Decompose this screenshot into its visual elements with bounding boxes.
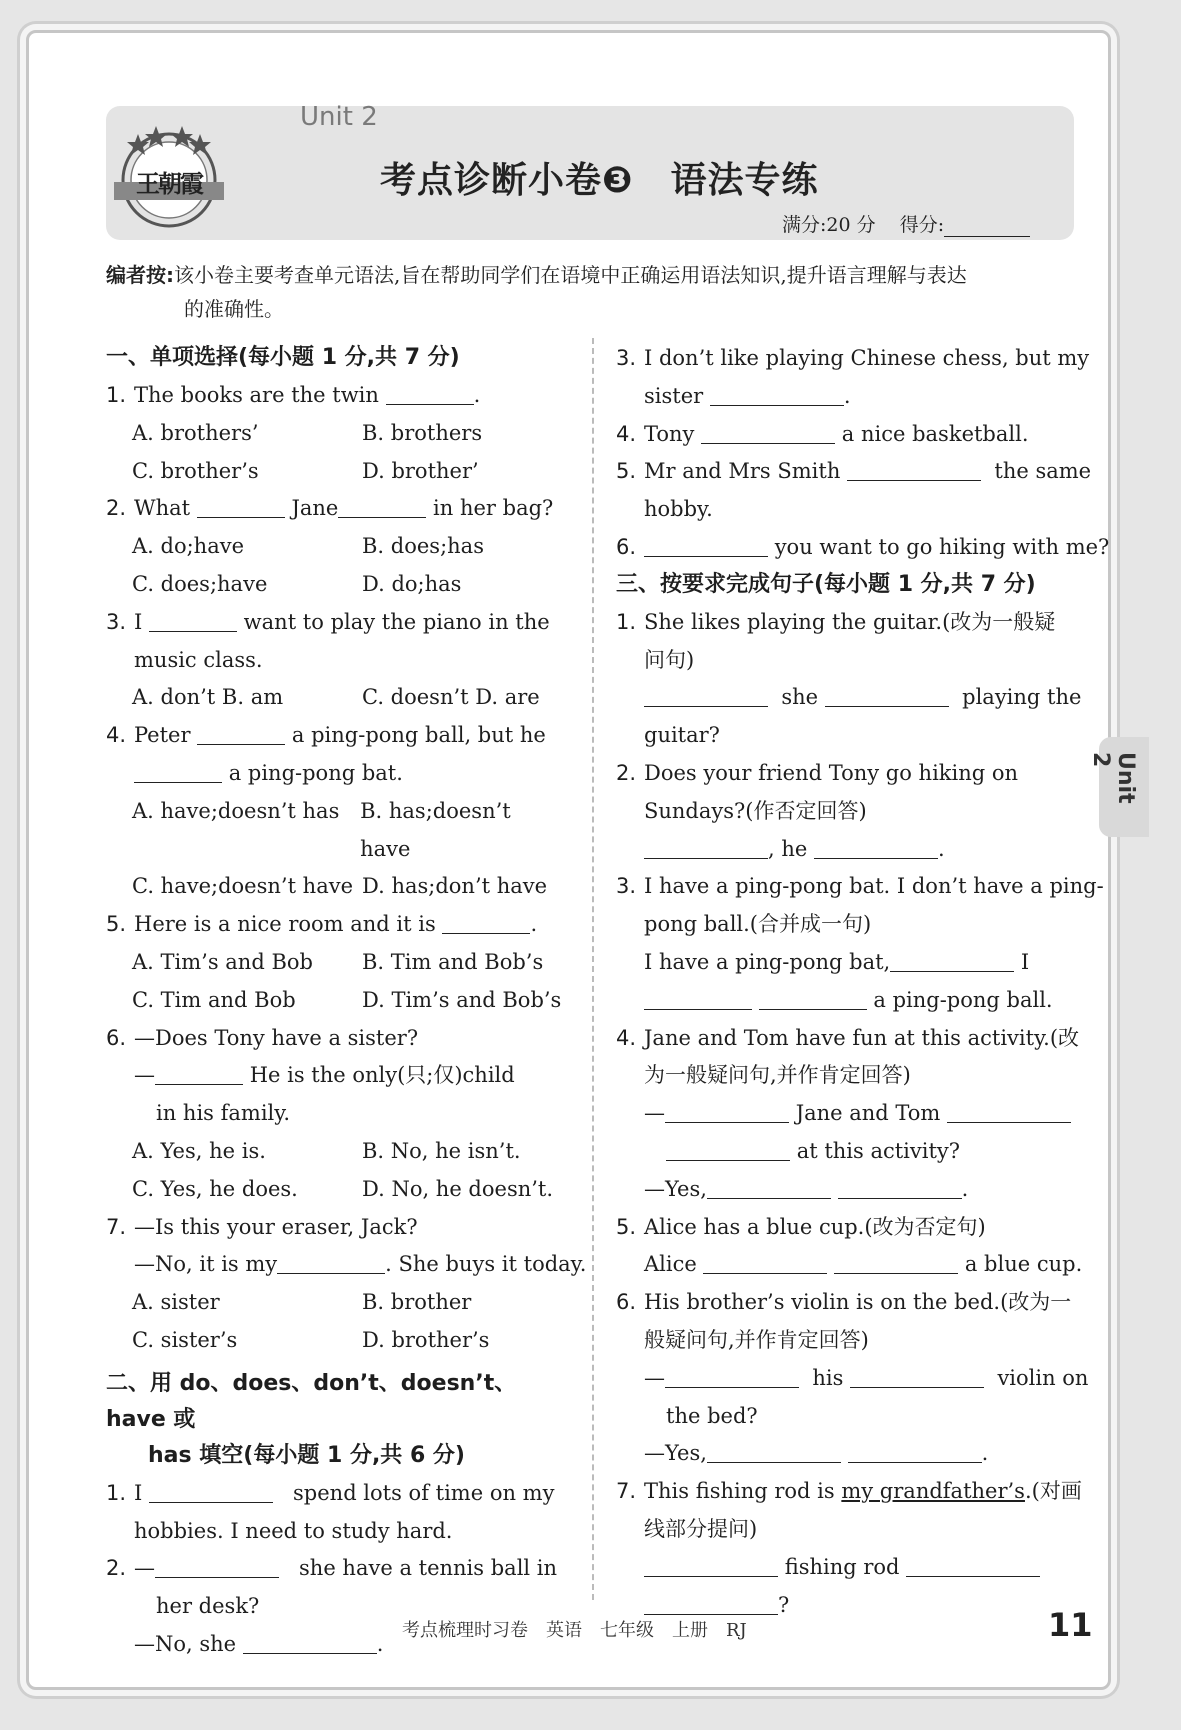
s1-q2: 2. What Jane in her bag? (106, 496, 554, 521)
answer-blank[interactable] (134, 763, 222, 783)
s2-q5: 5. Mr and Mrs Smith the same (616, 459, 1092, 484)
footer-text: 考点梳理时习卷 英语 七年级 上册 RJ (402, 1620, 747, 1641)
s3-q5-answer: Alice a blue cup. (644, 1252, 1083, 1277)
right-column (616, 340, 1110, 1624)
s3-q1-cont: 问句) (644, 647, 695, 672)
s1-q6-options: C. Yes, he does. D. No, he doesn’t. (132, 1176, 554, 1201)
s1-q5: 5. Here is a nice room and it is . (106, 912, 538, 937)
answer-blank[interactable] (825, 687, 949, 707)
answer-blank[interactable] (149, 612, 237, 632)
s1-q6: 6. —Does Tony have a sister? (106, 1025, 419, 1050)
section1-title: 一、单项选择(每小题 1 分,共 7 分) (106, 345, 460, 370)
section2-title: 二、用 do、does、don’t、doesn’t、have 或 has 填空(每小题 1 分,共 6 分) (106, 1370, 517, 1468)
s3-q4-answer2: at this activity? (616, 1133, 1076, 1171)
s3-q2: 2. Does your friend Tony go hiking on (616, 760, 1019, 785)
answer-blank[interactable] (906, 1557, 1040, 1577)
answer-blank[interactable] (707, 1179, 831, 1199)
s3-q3-answer: I have a ping-pong bat, I (644, 949, 1030, 974)
answer-blank[interactable] (665, 1368, 799, 1388)
side-unit-tab-label: Unit 2 (1088, 752, 1138, 804)
editor-note-line1: 该小卷主要考查单元语法,旨在帮助同学们在语境中正确运用语法知识,提升语言理解与表达 (174, 263, 967, 287)
s1-q2-options: A. do;have B. does;has (132, 534, 484, 559)
s1-q4-options: C. have;doesn’t have D. has;don’t have (132, 874, 548, 899)
s1-q6-cont2: in his family. (156, 1101, 290, 1126)
s3-q4-cont: 为一般疑问句,并作肯定回答) (644, 1063, 911, 1088)
s1-q7-options: C. sister’s D. brother’s (132, 1327, 490, 1352)
answer-blank[interactable] (644, 1557, 778, 1577)
s2-q1: 1. I spend lots of time on my (106, 1480, 555, 1505)
s3-q3-cont: pong ball.(合并成一句) (644, 912, 872, 937)
s1-q3: 3. I want to play the piano in the (106, 609, 550, 634)
s1-q1: 1. The books are the twin . (106, 383, 481, 407)
answer-blank[interactable] (197, 498, 285, 518)
score-label: 得分: (899, 214, 945, 236)
s1-q5-options: A. Tim’s and Bob B. Tim and Bob’s (132, 949, 544, 974)
answer-blank[interactable] (834, 1254, 958, 1274)
answer-blank[interactable] (644, 839, 768, 859)
s3-q6-cont2: the bed? (666, 1403, 758, 1428)
s3-q1-answer: she playing the (616, 679, 1076, 717)
answer-blank[interactable] (386, 385, 474, 405)
s1-q6-options: A. Yes, he is. B. No, he isn’t. (132, 1138, 521, 1163)
s3-q3-answer2: a ping-pong ball. (616, 982, 1076, 1020)
answer-blank[interactable] (644, 1595, 778, 1615)
s1-q7-cont: —No, it is my . She buys it today. (134, 1252, 587, 1277)
s1-q6-cont: — He is the only(只;仅)child (134, 1063, 515, 1088)
s3-q6-answer: — his violin on (644, 1365, 1089, 1390)
answer-blank[interactable] (155, 1558, 279, 1578)
answer-blank[interactable] (644, 537, 768, 557)
answer-blank[interactable] (838, 1179, 962, 1199)
answer-blank[interactable] (947, 1103, 1071, 1123)
score-blank[interactable] (944, 219, 1030, 237)
answer-blank[interactable] (847, 461, 981, 481)
s1-q4: 4. Peter a ping-pong ball, but he (106, 723, 546, 748)
page-number: 11 (1048, 1606, 1093, 1644)
s2-q1-cont: hobbies. I need to study hard. (134, 1518, 453, 1543)
s3-q6: 6. His brother’s violin is on the bed.(改为一 (616, 1290, 1072, 1315)
answer-blank[interactable] (848, 1443, 982, 1463)
s3-q7-answer2: ? (616, 1587, 1076, 1625)
s1-q2-options: C. does;have D. do;has (132, 571, 462, 596)
s2-q2-cont: her desk? (156, 1594, 260, 1619)
editor-note (106, 258, 1074, 326)
s2-q2: 2. — she have a tennis ball in (106, 1556, 558, 1581)
s1-q7-options: A. sister B. brother (132, 1290, 472, 1315)
s3-q7-cont: 线部分提问) (644, 1516, 758, 1541)
column-divider (592, 338, 594, 1600)
answer-blank[interactable] (850, 1368, 984, 1388)
s3-q5: 5. Alice has a blue cup.(改为否定句) (616, 1214, 986, 1239)
s1-q5-options: C. Tim and Bob D. Tim’s and Bob’s (132, 987, 562, 1012)
logo-text: 王朝霞 (136, 169, 202, 198)
answer-blank[interactable] (703, 1254, 827, 1274)
s2-q2-cont2: —No, she . (134, 1631, 384, 1656)
answer-blank[interactable] (707, 1443, 841, 1463)
answer-blank[interactable] (277, 1254, 385, 1274)
answer-blank[interactable] (644, 990, 752, 1010)
unit-label: Unit 2 (300, 102, 378, 132)
s1-q1-options: A. brothers’ B. brothers (132, 420, 483, 445)
score-line (782, 210, 1030, 237)
s1-q4-options: A. have;doesn’t has B. has;doesn’t have (132, 798, 511, 861)
s2-q5-cont: hobby. (644, 497, 713, 522)
answer-blank[interactable] (710, 386, 844, 406)
answer-blank[interactable] (644, 687, 768, 707)
s3-q1: 1. She likes playing the guitar.(改为一般疑 (616, 609, 1056, 634)
answer-blank[interactable] (243, 1634, 377, 1654)
s1-q3-cont: music class. (134, 647, 263, 672)
full-score: 满分:20 分 (782, 214, 876, 236)
s3-q4: 4. Jane and Tom have fun at this activity.(改 (616, 1025, 1080, 1050)
s3-q2-cont: Sundays?(作否定回答) (644, 798, 867, 823)
answer-blank[interactable] (759, 990, 867, 1010)
s3-q7: 7. This fishing rod is my grandfather’s.(对画 (616, 1479, 1082, 1504)
s2-q3: 3. I don’t like playing Chinese chess, but my (616, 346, 1090, 370)
answer-blank[interactable] (890, 952, 1014, 972)
s1-q1-options: C. brother’s D. brother’ (132, 458, 479, 483)
answer-blank[interactable] (442, 914, 530, 934)
s2-q4: 4. Tony a nice basketball. (616, 421, 1029, 446)
s3-q7-answer: fishing rod (616, 1549, 1076, 1587)
s1-q3-options: A. don’t B. am C. doesn’t D. are (132, 685, 540, 710)
answer-blank[interactable] (666, 1141, 790, 1161)
answer-blank[interactable] (814, 839, 938, 859)
answer-blank[interactable] (149, 1483, 273, 1503)
s2-q3-cont: sister . (644, 383, 851, 408)
answer-blank[interactable] (338, 498, 426, 518)
answer-blank[interactable] (155, 1065, 243, 1085)
editor-note-label: 编者按: (106, 263, 174, 287)
s1-q7: 7. —Is this your eraser, Jack? (106, 1214, 418, 1239)
underlined-phrase: my grandfather’s (841, 1479, 1025, 1504)
answer-blank[interactable] (197, 725, 285, 745)
answer-blank[interactable] (701, 424, 835, 444)
s3-q2-answer: , he . (616, 831, 1076, 869)
s2-q6: 6. you want to go hiking with me? (616, 534, 1110, 559)
s3-q6-answer2: —Yes, . (644, 1441, 989, 1466)
s3-q4-answer: — Jane and Tom (616, 1095, 1076, 1133)
s1-q4-cont: a ping-pong bat. (106, 755, 566, 793)
section3-title: 三、按要求完成句子(每小题 1 分,共 7 分) (616, 571, 1036, 597)
s3-q1-cont2: guitar? (644, 723, 720, 748)
s3-q6-cont: 般疑问句,并作肯定回答) (644, 1327, 869, 1352)
answer-blank[interactable] (665, 1103, 789, 1123)
editor-note-line2: 的准确性。 (184, 297, 284, 321)
s3-q4-answer3: —Yes, . (644, 1176, 969, 1201)
page-title: 考点诊断小卷❸ 语法专练 (380, 160, 819, 201)
s3-q3: 3. I have a ping-pong bat. I don’t have a ping- (616, 874, 1104, 899)
